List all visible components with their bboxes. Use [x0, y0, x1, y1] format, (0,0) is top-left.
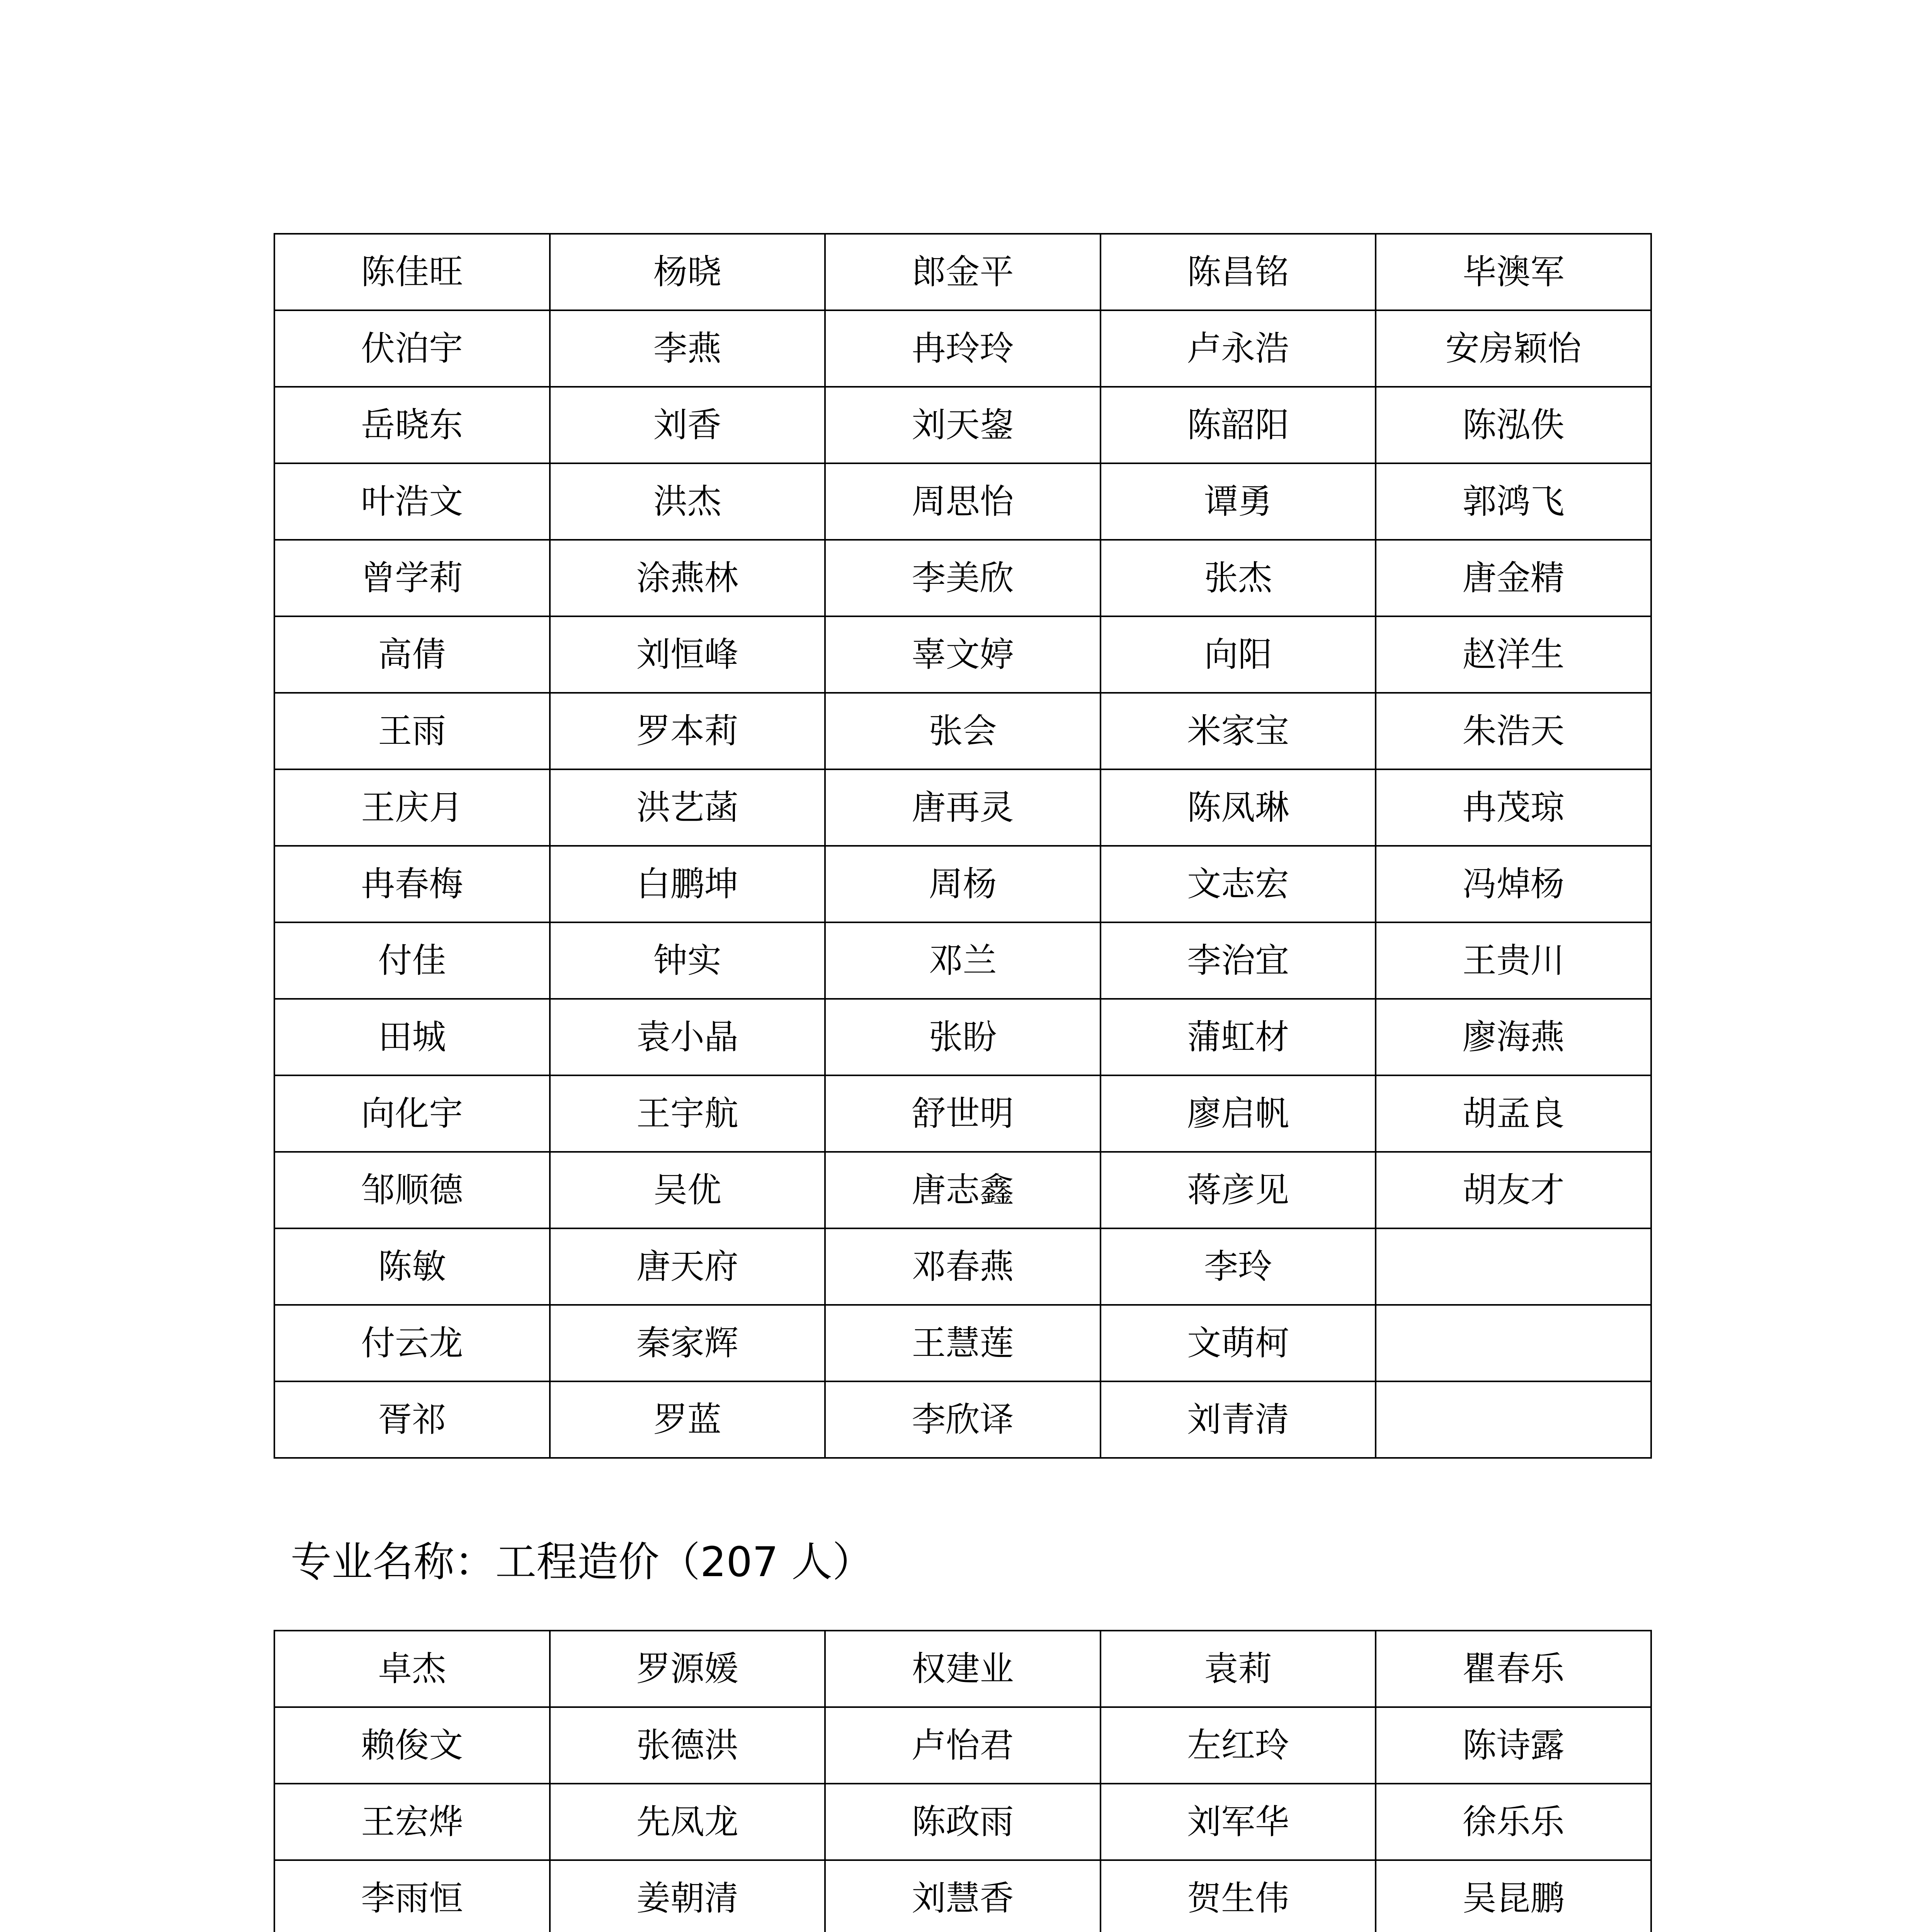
name-cell: 王慧莲 — [825, 1305, 1101, 1381]
name-cell: 刘恒峰 — [550, 616, 825, 693]
table-row — [274, 1381, 1651, 1458]
name-cell: 蒲虹材 — [1101, 999, 1376, 1075]
name-cell: 谭勇 — [1101, 463, 1376, 540]
name-cell: 王雨 — [274, 693, 550, 769]
name-cell: 李燕 — [550, 310, 825, 387]
name-cell: 胥祁 — [274, 1381, 550, 1458]
table-row — [274, 1228, 1651, 1305]
name-cell: 杨晓 — [550, 234, 825, 310]
name-cell: 刘香 — [550, 387, 825, 463]
name-cell: 秦家辉 — [550, 1305, 825, 1381]
name-cell: 贺生伟 — [1101, 1860, 1376, 1932]
name-table-2 — [274, 1630, 1652, 1932]
name-cell: 邹顺德 — [274, 1152, 550, 1228]
name-cell: 朱浩天 — [1376, 693, 1651, 769]
name-cell: 李美欣 — [825, 540, 1101, 616]
name-cell: 毕澳军 — [1376, 234, 1651, 310]
name-cell: 涂燕林 — [550, 540, 825, 616]
name-cell: 刘青清 — [1101, 1381, 1376, 1458]
name-cell: 罗蓝 — [550, 1381, 825, 1458]
name-cell: 陈佳旺 — [274, 234, 550, 310]
table-row — [274, 693, 1651, 769]
table-row — [274, 1152, 1651, 1228]
name-cell: 伏泊宇 — [274, 310, 550, 387]
name-cell: 唐志鑫 — [825, 1152, 1101, 1228]
name-cell: 岳晓东 — [274, 387, 550, 463]
name-cell: 白鹏坤 — [550, 846, 825, 922]
table-row — [274, 1860, 1651, 1932]
name-cell: 陈泓佚 — [1376, 387, 1651, 463]
name-cell: 吴优 — [550, 1152, 825, 1228]
name-cell: 权建业 — [825, 1631, 1101, 1707]
name-cell: 周杨 — [825, 846, 1101, 922]
name-cell: 廖启帆 — [1101, 1075, 1376, 1152]
name-cell: 李欣译 — [825, 1381, 1101, 1458]
name-cell: 张盼 — [825, 999, 1101, 1075]
name-cell: 米家宝 — [1101, 693, 1376, 769]
name-cell: 吴昆鹏 — [1376, 1860, 1651, 1932]
name-cell: 刘慧香 — [825, 1860, 1101, 1932]
name-cell: 袁小晶 — [550, 999, 825, 1075]
name-cell: 卢永浩 — [1101, 310, 1376, 387]
table-row — [274, 999, 1651, 1075]
name-table-1 — [274, 233, 1652, 1459]
name-cell: 陈诗露 — [1376, 1707, 1651, 1784]
name-cell: 李雨恒 — [274, 1860, 550, 1932]
name-cell: 邓春燕 — [825, 1228, 1101, 1305]
name-cell: 冉春梅 — [274, 846, 550, 922]
empty-cell — [1376, 1381, 1651, 1458]
table-row — [274, 846, 1651, 922]
name-cell: 付云龙 — [274, 1305, 550, 1381]
name-cell: 唐天府 — [550, 1228, 825, 1305]
name-cell: 张会 — [825, 693, 1101, 769]
name-cell: 洪艺菡 — [550, 769, 825, 846]
name-cell: 陈敏 — [274, 1228, 550, 1305]
name-cell: 向阳 — [1101, 616, 1376, 693]
name-cell: 张德洪 — [550, 1707, 825, 1784]
table-row — [274, 234, 1651, 310]
name-cell: 周思怡 — [825, 463, 1101, 540]
name-cell: 文萌柯 — [1101, 1305, 1376, 1381]
name-cell: 李玲 — [1101, 1228, 1376, 1305]
name-cell: 赖俊文 — [274, 1707, 550, 1784]
table-row — [274, 769, 1651, 846]
name-cell: 先凤龙 — [550, 1784, 825, 1860]
name-cell: 刘天鋆 — [825, 387, 1101, 463]
name-cell: 瞿春乐 — [1376, 1631, 1651, 1707]
empty-cell — [1376, 1228, 1651, 1305]
name-cell: 曾学莉 — [274, 540, 550, 616]
name-cell: 高倩 — [274, 616, 550, 693]
table-row — [274, 1075, 1651, 1152]
name-cell: 叶浩文 — [274, 463, 550, 540]
name-cell: 张杰 — [1101, 540, 1376, 616]
table-row — [274, 387, 1651, 463]
name-cell: 姜朝清 — [550, 1860, 825, 1932]
name-cell: 向化宇 — [274, 1075, 550, 1152]
table-row — [274, 1784, 1651, 1860]
name-cell: 田城 — [274, 999, 550, 1075]
table-row — [274, 616, 1651, 693]
name-cell: 舒世明 — [825, 1075, 1101, 1152]
name-cell: 卢怡君 — [825, 1707, 1101, 1784]
name-cell: 陈韶阳 — [1101, 387, 1376, 463]
name-cell: 钟实 — [550, 922, 825, 999]
table-row — [274, 1707, 1651, 1784]
name-cell: 袁莉 — [1101, 1631, 1376, 1707]
name-cell: 辜文婷 — [825, 616, 1101, 693]
name-cell: 冯焯杨 — [1376, 846, 1651, 922]
name-cell: 胡孟良 — [1376, 1075, 1651, 1152]
name-cell: 徐乐乐 — [1376, 1784, 1651, 1860]
name-cell: 冉茂琼 — [1376, 769, 1651, 846]
name-cell: 付佳 — [274, 922, 550, 999]
name-cell: 胡友才 — [1376, 1152, 1651, 1228]
name-cell: 李治宜 — [1101, 922, 1376, 999]
empty-cell — [1376, 1305, 1651, 1381]
table-row — [274, 540, 1651, 616]
name-cell: 陈政雨 — [825, 1784, 1101, 1860]
name-cell: 罗源媛 — [550, 1631, 825, 1707]
name-cell: 王宇航 — [550, 1075, 825, 1152]
name-cell: 陈凤琳 — [1101, 769, 1376, 846]
table-row — [274, 310, 1651, 387]
table-row — [274, 1305, 1651, 1381]
name-cell: 左红玲 — [1101, 1707, 1376, 1784]
name-cell: 郎金平 — [825, 234, 1101, 310]
table-row — [274, 463, 1651, 540]
name-cell: 安房颖怡 — [1376, 310, 1651, 387]
section-title-engineering-cost: 专业名称：工程造价（207 人） — [291, 1538, 874, 1586]
name-cell: 刘军华 — [1101, 1784, 1376, 1860]
name-cell: 王宏烨 — [274, 1784, 550, 1860]
name-cell: 赵洋生 — [1376, 616, 1651, 693]
name-cell: 廖海燕 — [1376, 999, 1651, 1075]
name-cell: 冉玲玲 — [825, 310, 1101, 387]
name-cell: 陈昌铭 — [1101, 234, 1376, 310]
name-cell: 邓兰 — [825, 922, 1101, 999]
name-cell: 郭鸿飞 — [1376, 463, 1651, 540]
table-row — [274, 922, 1651, 999]
name-cell: 唐再灵 — [825, 769, 1101, 846]
table-row — [274, 1631, 1651, 1707]
name-cell: 蒋彦见 — [1101, 1152, 1376, 1228]
name-cell: 罗本莉 — [550, 693, 825, 769]
name-cell: 王贵川 — [1376, 922, 1651, 999]
name-cell: 王庆月 — [274, 769, 550, 846]
name-cell: 卓杰 — [274, 1631, 550, 1707]
name-cell: 文志宏 — [1101, 846, 1376, 922]
name-cell: 唐金精 — [1376, 540, 1651, 616]
name-cell: 洪杰 — [550, 463, 825, 540]
